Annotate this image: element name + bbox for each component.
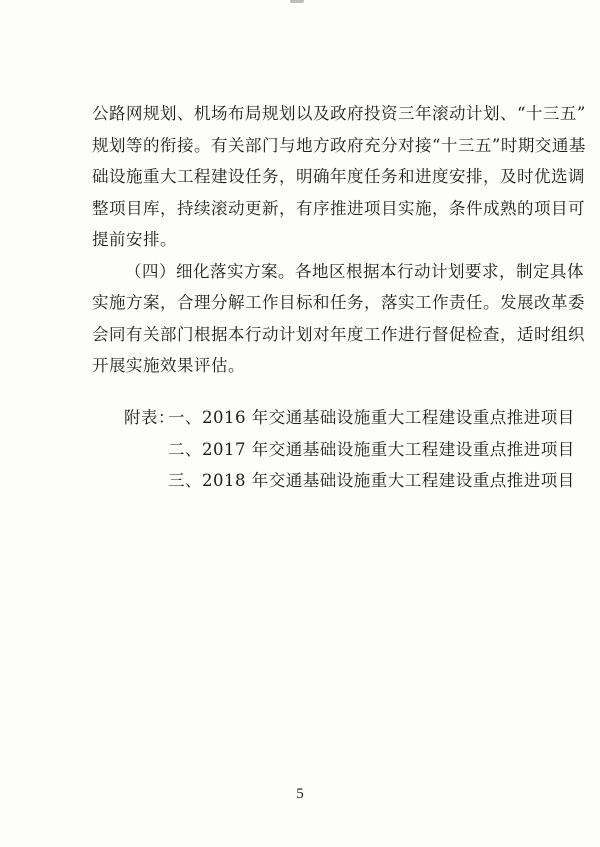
text-line: 会同有关部门根据本行动计划对年度工作进行督促检查，适时组织 (92, 324, 585, 344)
text-line: 规划等的衔接。有关部门与地方政府充分对接“十三五”时期交通基 (92, 135, 586, 155)
text-line: 公路网规划、机场布局规划以及政府投资三年滚动计划、“十三五” (92, 104, 586, 123)
attachment-title: 三、2018 年交通基础设施重大工程建设重点推进项目 (168, 471, 575, 490)
paragraph-coordination (92, 98, 586, 256)
text-line: 础设施重大工程建设任务，明确年度任务和进度安排，及时优选调 (92, 167, 585, 186)
body-text (92, 98, 586, 382)
text-line: 实施方案，合理分解工作目标和任务，落实工作责任。发展改革委 (92, 293, 585, 312)
attachment-list (124, 402, 575, 497)
attachment-title: 一、2016 年交通基础设施重大工程建设重点推进项目 (168, 408, 575, 427)
attachment-item (124, 434, 575, 466)
attachment-label: 附表： (124, 408, 175, 427)
text-line: （四）细化落实方案。各地区根据本行动计划要求，制定具体 (125, 261, 584, 281)
text-line: 整项目库，持续滚动更新，有序推进项目实施，条件成熟的项目可 (92, 198, 585, 218)
text-line: 提前安排。 (92, 230, 177, 249)
attachment-title: 二、2017 年交通基础设施重大工程建设重点推进项目 (168, 439, 575, 459)
text-line: 开展实施效果评估。 (92, 356, 245, 375)
page-number: 5 (296, 786, 304, 802)
paragraph-implementation (92, 256, 585, 382)
attachment-item (124, 402, 575, 434)
attachment-item (124, 465, 575, 497)
binding-mark (290, 0, 304, 3)
